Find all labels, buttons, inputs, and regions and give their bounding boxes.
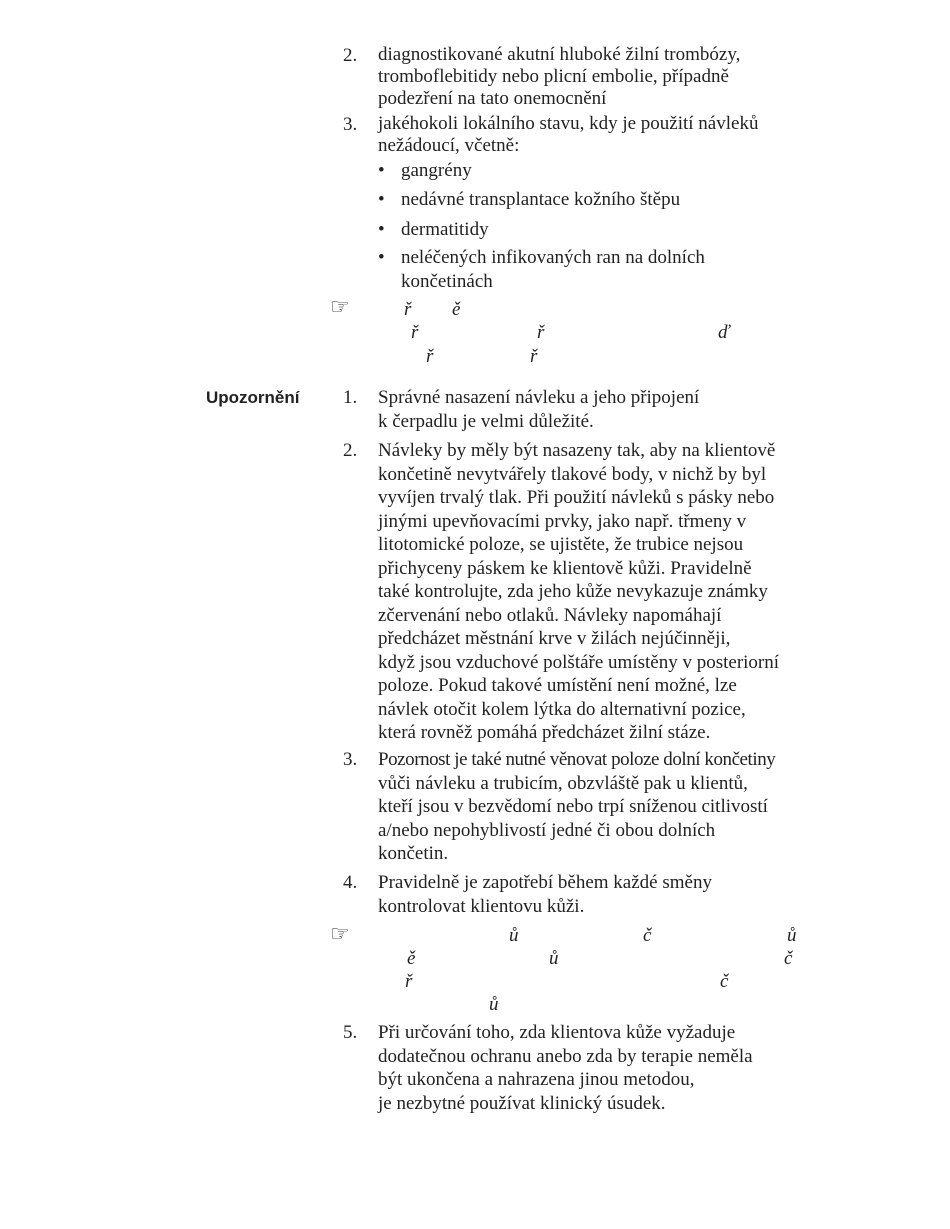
list-number: 2. (343, 440, 358, 461)
list-item: Pozornost je také nutné věnovat poloze dolní končetiny vůči návleku a trubicím, obzvláště pak u klientů, kteří jsou v bezvědomí nebo trpí sníženou citlivostí a/nebo nepohyblivostí jedné či obou dolních končetin. (378, 749, 776, 864)
note-fragment: ů (549, 948, 559, 969)
note-fragment: č (643, 925, 652, 946)
list-number: 5. (343, 1022, 358, 1043)
note-fragment: ř (404, 299, 412, 320)
bullet-item: dermatitidy (401, 219, 489, 240)
list-number: 3. (343, 749, 358, 770)
list-item: jakéhokoli lokálního stavu, kdy je použití návleků nežádoucí, včetně: (378, 113, 759, 156)
note-fragment: ě (452, 299, 461, 320)
note-fragment: ů (787, 925, 797, 946)
list-number: 3. (343, 114, 358, 135)
note-fragment: ů (489, 994, 499, 1015)
note-fragment: ř (537, 322, 545, 343)
note-fragment: ř (405, 971, 413, 992)
list-item: Pravidelně je zapotřebí během každé směny kontrolovat klientovu kůži. (378, 872, 712, 917)
list-item: Návleky by měly být nasazeny tak, aby na klientově končetině nevytvářely tlakové body, v nichž by byl vyvíjen trvalý tlak. Při použití návleků s pásky nebo jinými upevňovacími prvky, jako např. třmeny v litotomické poloze, se ujistěte, že trubice nejsou přichyceny páskem ke klientově kůži. Pravidelně také kontrolujte, zda jeho kůže nevykazuje známky zčervenání nebo otlaků. Návleky napomáhají předcházet městnání krve v žilách nejúčinněji, když jsou vzduchové polštáře umístěny v posteriorní poloze. Pokud takové umístění není možné, lze návlek otočit kolem lýtka do alternativní pozice, která rovněž pomáhá předcházet žilní stáze. (378, 440, 780, 743)
bullet-marker: • (378, 189, 385, 210)
note-fragment: ď (718, 322, 730, 343)
note-fragment: ě (407, 948, 416, 969)
bullet-item: neléčených infikovaných ran na dolních končetinách (401, 247, 705, 292)
note-fragment: ř (426, 346, 434, 367)
note-fragment: ů (509, 925, 519, 946)
list-item: Při určování toho, zda klientova kůže vyžaduje dodatečnou ochranu anebo zda by terapie neměla být ukončena a nahrazena jinou metodou, je nezbytné používat klinický úsudek. (378, 1022, 753, 1114)
list-number: 4. (343, 872, 358, 893)
note-fragment: č (784, 948, 793, 969)
list-item: Správné nasazení návleku a jeho připojení k čerpadlu je velmi důležité. (378, 387, 700, 432)
note-fragment: ř (411, 322, 419, 343)
note-fragment: č (720, 971, 729, 992)
bullet-marker: • (378, 160, 385, 181)
note-fragment: ř (530, 346, 538, 367)
bullet-item: gangrény (401, 160, 472, 181)
list-number: 1. (343, 387, 358, 408)
pointing-hand-icon: ☞ (330, 295, 350, 320)
list-item: diagnostikované akutní hluboké žilní trombózy, tromboflebitidy nebo plicní embolie, případně podezření na tato onemocnění (378, 44, 741, 109)
pointing-hand-icon: ☞ (330, 922, 350, 947)
bullet-marker: • (378, 219, 385, 240)
warning-heading: Upozornění (206, 388, 300, 407)
bullet-marker: • (378, 247, 385, 268)
list-number: 2. (343, 45, 358, 66)
bullet-item: nedávné transplantace kožního štěpu (401, 189, 681, 210)
